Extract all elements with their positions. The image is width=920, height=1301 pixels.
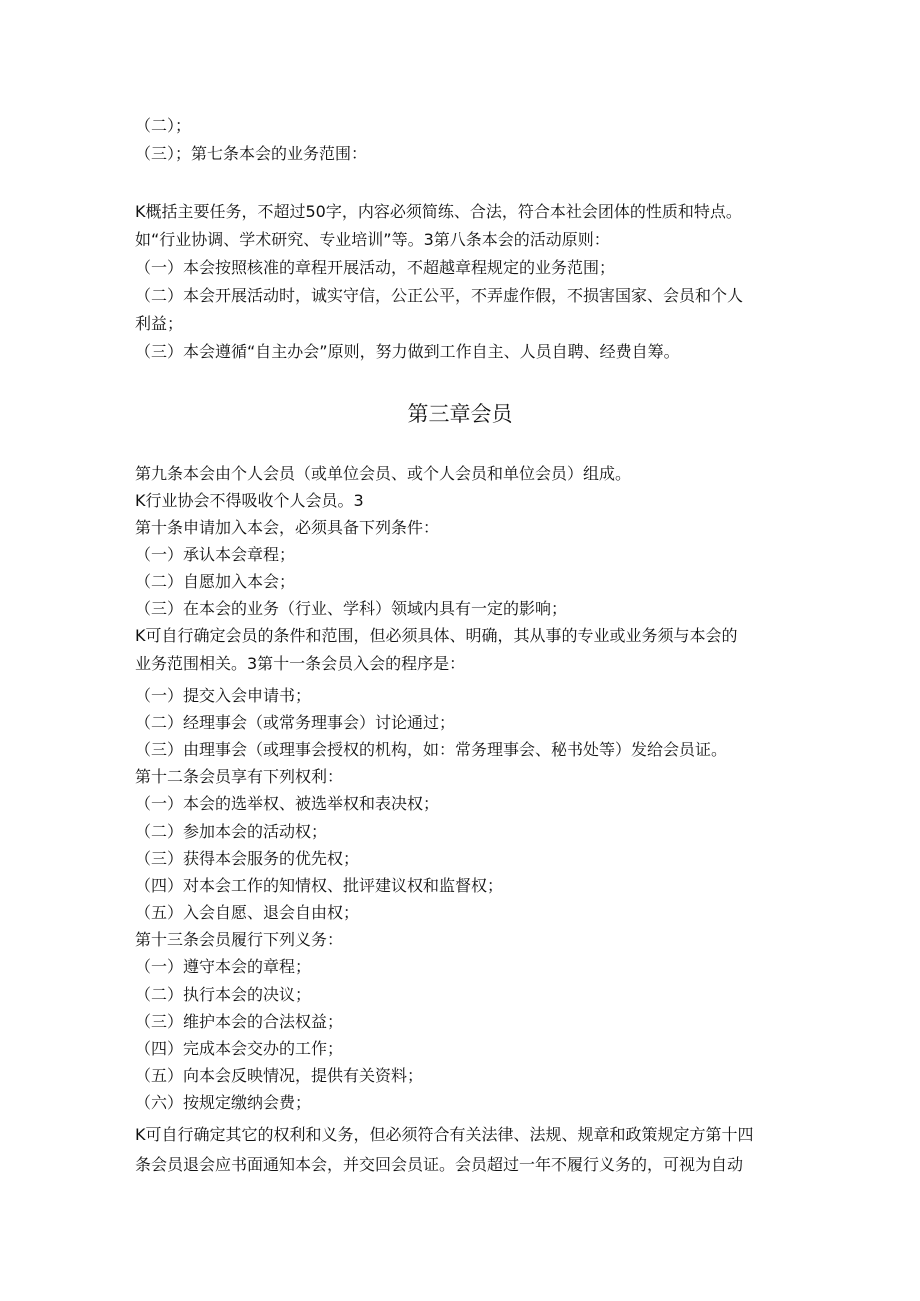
clause-line: 第九条本会由个人会员（或单位会员、或个人会员和单位会员）组成。 [135, 464, 632, 483]
clause-line: 利益； [135, 314, 184, 333]
clause-line: （五）入会自愿、退会自由权； [135, 903, 360, 922]
clause-line: （四）对本会工作的知情权、批评建议权和监督权； [135, 876, 504, 895]
clause-line: K可自行确定其它的权利和义务，但必须符合有关法律、法规、规章和政策规定方第十四 [135, 1125, 754, 1144]
clause-line: 业务范围相关。3第十一条会员入会的程序是： [135, 654, 466, 673]
clause-line: 如“行业协调、学术研究、专业培训”等。3第八条本会的活动原则： [135, 230, 610, 249]
clause-line: （三）维护本会的合法权益； [135, 1012, 344, 1031]
clause-line: （五）向本会反映情况，提供有关资料； [135, 1066, 424, 1085]
clause-line: （三）在本会的业务（行业、学科）领域内具有一定的影响； [135, 599, 568, 618]
clause-line: 第十三条会员履行下列义务： [135, 930, 344, 949]
clause-line: 第十二条会员享有下列权利： [135, 767, 344, 786]
clause-line: （一）承认本会章程； [135, 545, 296, 564]
clause-line: （三）获得本会服务的优先权； [135, 849, 360, 868]
clause-line: K行业协会不得吸收个人会员。3 [135, 491, 364, 510]
clause-line: （一）本会按照核准的章程开展活动，不超越章程规定的业务范围； [135, 258, 616, 277]
clause-line: （三）；第七条本会的业务范围： [135, 144, 368, 163]
clause-line: （一）提交入会申请书； [135, 686, 312, 705]
clause-line: （三）由理事会（或理事会授权的机构，如：常务理事会、秘书处等）发给会员证。 [135, 740, 728, 759]
clause-line: （二）； [135, 116, 192, 135]
chapter-title: 第三章会员 [407, 402, 513, 426]
clause-line: （四）完成本会交办的工作； [135, 1039, 344, 1058]
clause-line: （六）按规定缴纳会费； [135, 1093, 312, 1112]
clause-line: （二）参加本会的活动权； [135, 822, 328, 841]
clause-line: K概括主要任务，不超过50字，内容必须简练、合法，符合本社会团体的性质和特点。 [135, 202, 742, 221]
clause-line: （二）本会开展活动时，诚实守信，公正公平，不弄虚作假，不损害国家、会员和个人 [135, 286, 744, 305]
clause-line: 第十条申请加入本会，必须具备下列条件： [135, 518, 440, 537]
clause-line: （二）执行本会的决议； [135, 985, 312, 1004]
clause-line: （二）自愿加入本会； [135, 572, 296, 591]
clause-line: （一）本会的选举权、被选举权和表决权； [135, 794, 440, 813]
clause-line: （二）经理事会（或常务理事会）讨论通过； [135, 713, 456, 732]
clause-line: （三）本会遵循“自主办会”原则，努力做到工作自主、人员自聘、经费自筹。 [135, 342, 680, 361]
clause-line: 条会员退会应书面通知本会，并交回会员证。会员超过一年不履行义务的，可视为自动 [135, 1155, 744, 1174]
clause-line: K可自行确定会员的条件和范围，但必须具体、明确，其从事的专业或业务须与本会的 [135, 626, 738, 645]
clause-line: （一）遵守本会的章程； [135, 957, 312, 976]
